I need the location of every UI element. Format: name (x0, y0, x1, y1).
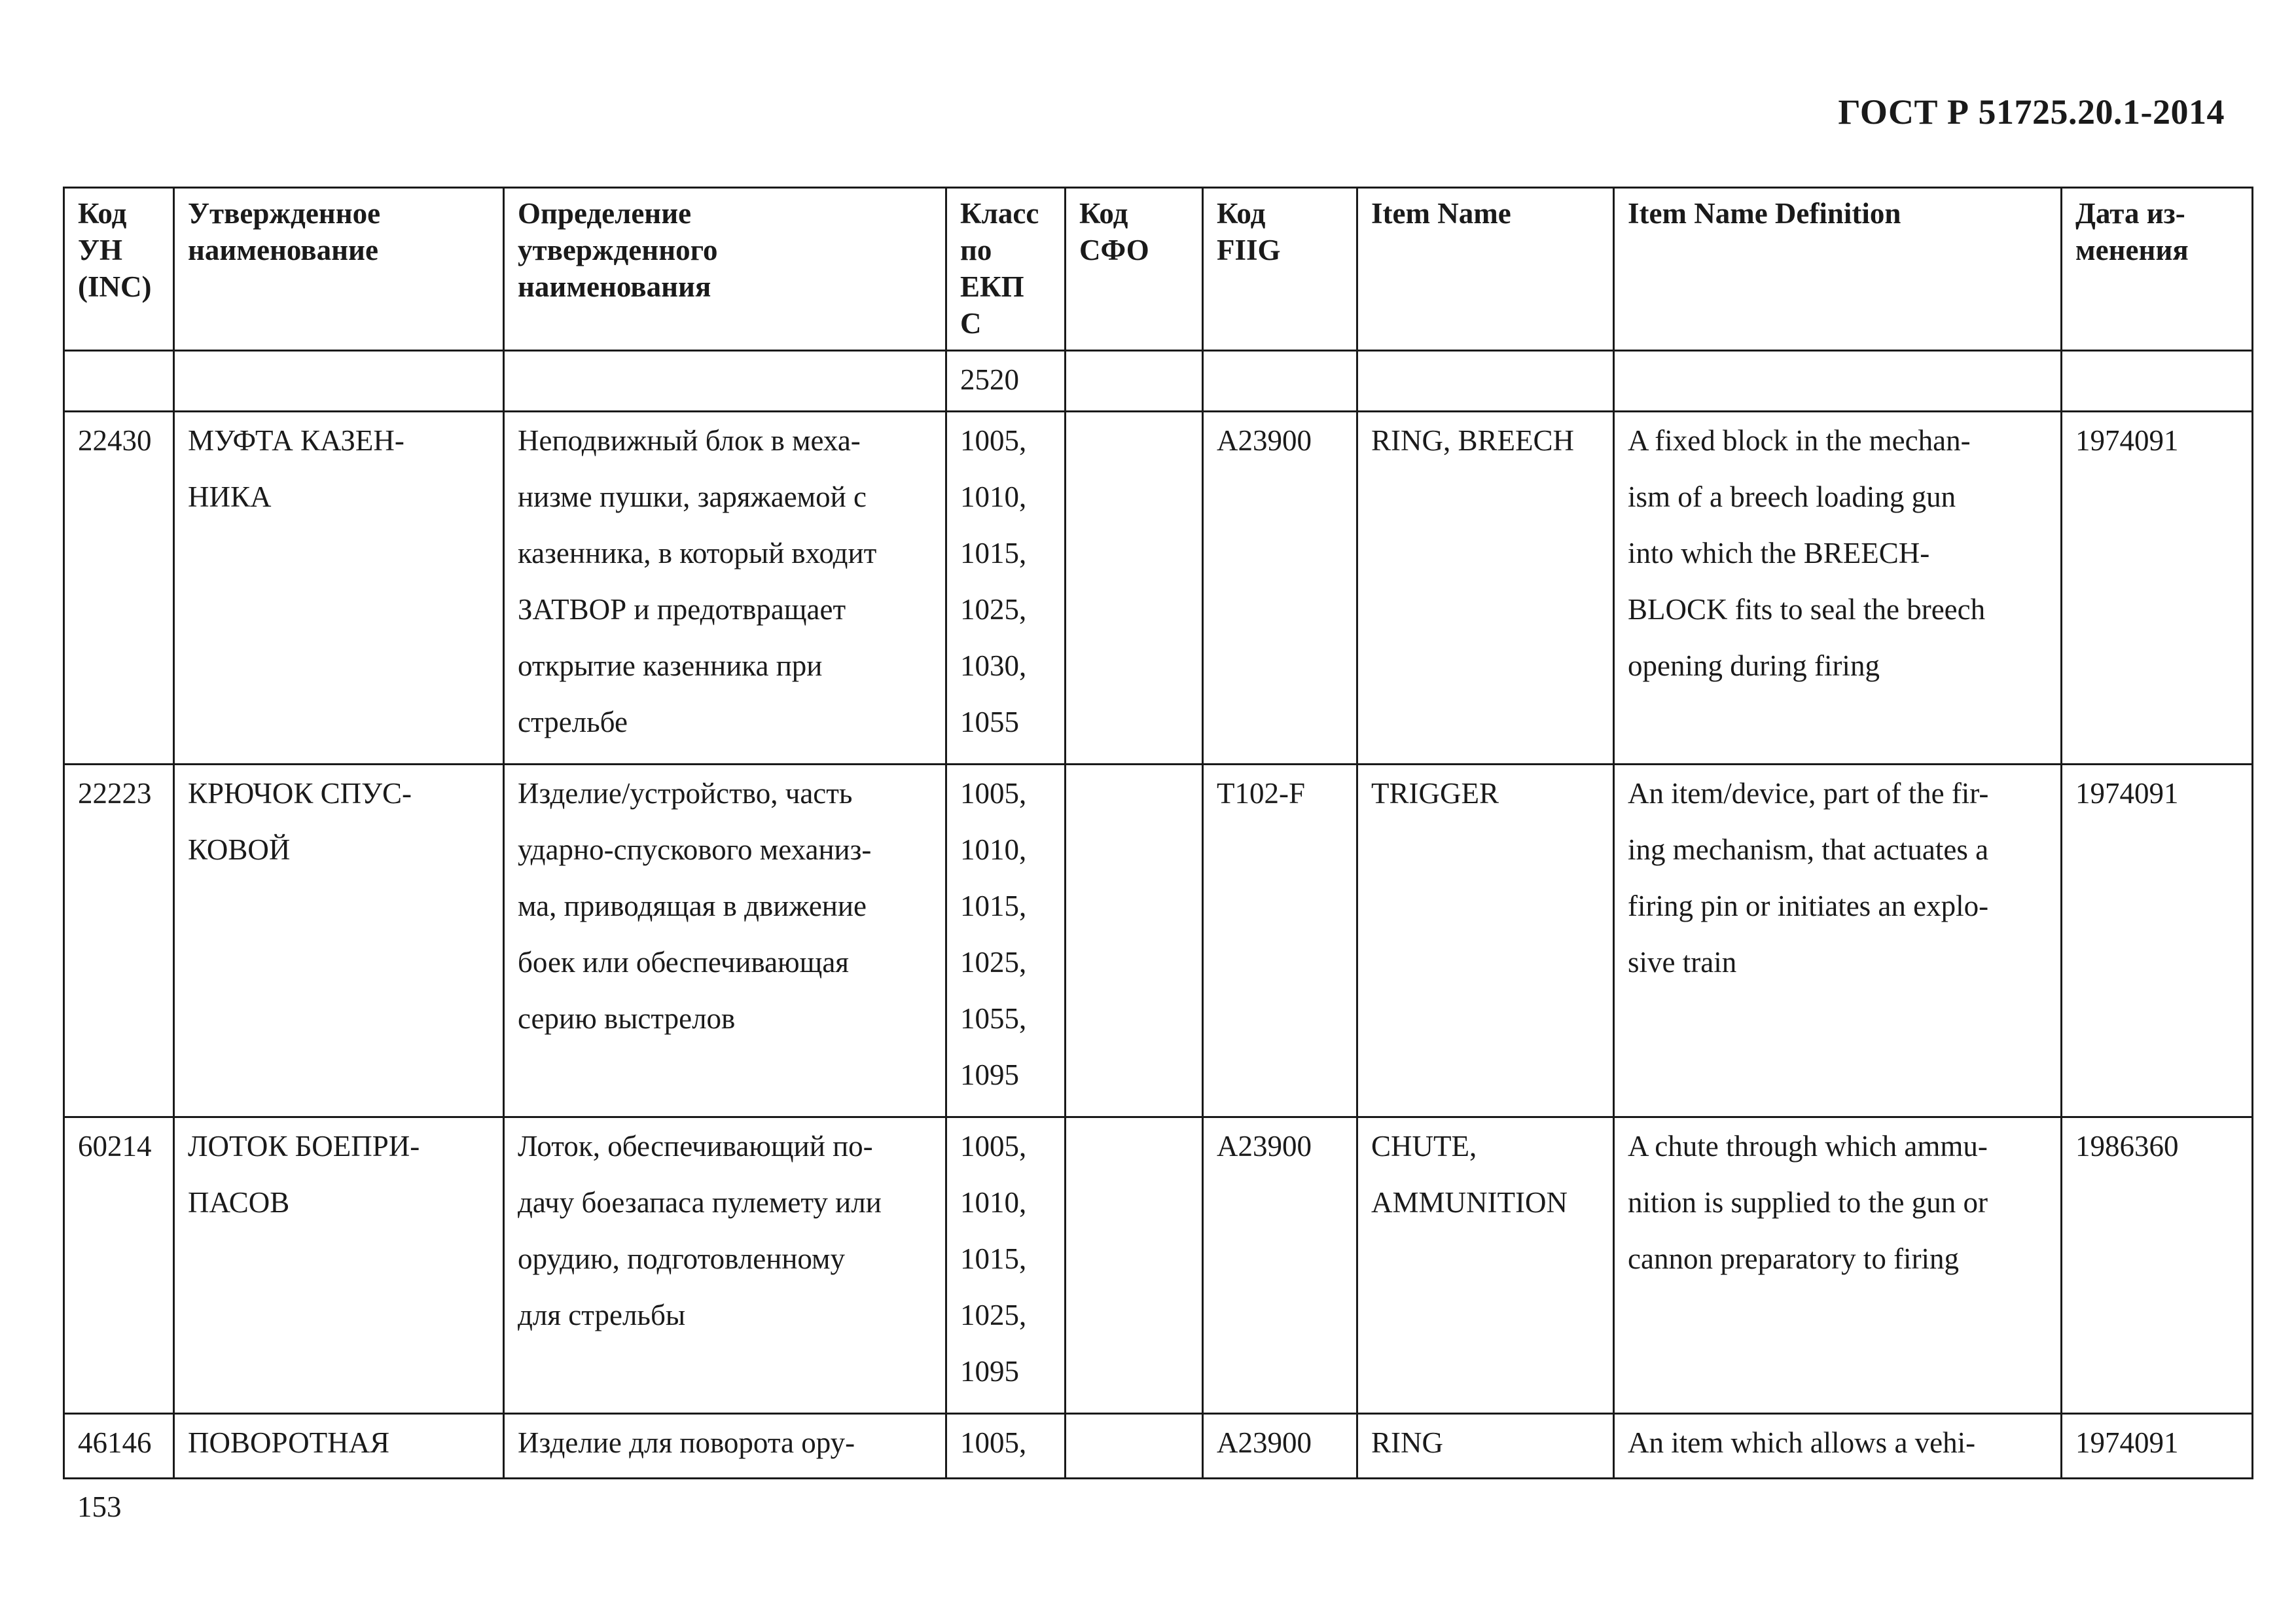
table-header-row (64, 188, 2253, 351)
cell-sfo (1066, 412, 1203, 765)
cell-inc: 60214 (64, 1117, 174, 1414)
cell-date (2062, 351, 2253, 412)
cell-definition: Изделие/устройство, часть ударно-спускового механиз- ма, приводящая в движение боек или обеспечивающая серию выстрелов (504, 765, 946, 1117)
cell-item-name (1357, 351, 1614, 412)
cell-item-name: RING (1357, 1414, 1614, 1479)
cell-sfo (1066, 1414, 1203, 1479)
cell-inc: 22223 (64, 765, 174, 1117)
cell-date: 1986360 (2062, 1117, 2253, 1414)
cell-inc: 22430 (64, 412, 174, 765)
table-row-carryover (64, 351, 2253, 412)
cell-item-name-definition (1614, 351, 2062, 412)
cell-fiig: A23900 (1203, 1117, 1357, 1414)
cell-item-name-definition: A fixed block in the mechan- ism of a breech loading gun into which the BREECH- BLOCK fits to seal the breech opening during firing (1614, 412, 2062, 765)
page-number: 153 (77, 1490, 122, 1523)
cell-fiig: A23900 (1203, 412, 1357, 765)
cell-item-name-definition: An item which allows a vehi- (1614, 1414, 2062, 1479)
cell-approved-name: ЛОТОК БОЕПРИ- ПАСОВ (174, 1117, 504, 1414)
document-header: ГОСТ Р 51725.20.1-2014 (1838, 92, 2225, 132)
cell-definition: Изделие для поворота ору- (504, 1414, 946, 1479)
header-item-name: Item Name (1357, 188, 1614, 351)
header-approved-name: Утвержденное наименование (174, 188, 504, 351)
header-class: Класс по ЕКП С (946, 188, 1066, 351)
header-inc: Код УН (INC) (64, 188, 174, 351)
cell-approved-name (174, 351, 504, 412)
cell-sfo (1066, 1117, 1203, 1414)
cell-item-name: CHUTE, AMMUNITION (1357, 1117, 1614, 1414)
header-sfo: Код СФО (1066, 188, 1203, 351)
cell-class: 1005, 1010, 1015, 1025, 1055, 1095 (946, 765, 1066, 1117)
cell-definition: Неподвижный блок в меха- низме пушки, заряжаемой с казенника, в который входит ЗАТВОР и предотвращает открытие казенника при стрельбе (504, 412, 946, 765)
cell-date: 1974091 (2062, 1414, 2253, 1479)
table-row (64, 1117, 2253, 1414)
header-definition: Определение утвержденного наименования (504, 188, 946, 351)
header-date: Дата из- менения (2062, 188, 2253, 351)
table-row (64, 412, 2253, 765)
cell-inc: 46146 (64, 1414, 174, 1479)
cell-sfo (1066, 351, 1203, 412)
cell-item-name-definition: An item/device, part of the fir- ing mechanism, that actuates a firing pin or initiates an explo- sive train (1614, 765, 2062, 1117)
table-row (64, 765, 2253, 1117)
catalog-table (63, 187, 2253, 1479)
cell-fiig: T102-F (1203, 765, 1357, 1117)
cell-approved-name: ПОВОРОТНАЯ (174, 1414, 504, 1479)
table-row (64, 1414, 2253, 1479)
cell-class: 2520 (946, 351, 1066, 412)
cell-definition (504, 351, 946, 412)
cell-class: 1005, 1010, 1015, 1025, 1030, 1055 (946, 412, 1066, 765)
cell-item-name: TRIGGER (1357, 765, 1614, 1117)
cell-inc (64, 351, 174, 412)
cell-approved-name: КРЮЧОК СПУС- КОВОЙ (174, 765, 504, 1117)
cell-item-name: RING, BREECH (1357, 412, 1614, 765)
cell-fiig (1203, 351, 1357, 412)
cell-class: 1005, 1010, 1015, 1025, 1095 (946, 1117, 1066, 1414)
cell-definition: Лоток, обеспечивающий по- дачу боезапаса пулемету или орудию, подготовленному для стрельбы (504, 1117, 946, 1414)
cell-fiig: A23900 (1203, 1414, 1357, 1479)
cell-date: 1974091 (2062, 765, 2253, 1117)
cell-approved-name: МУФТА КАЗЕН- НИКА (174, 412, 504, 765)
cell-class: 1005, (946, 1414, 1066, 1479)
header-fiig: Код FIIG (1203, 188, 1357, 351)
cell-sfo (1066, 765, 1203, 1117)
cell-item-name-definition: A chute through which ammu- nition is supplied to the gun or cannon preparatory to firing (1614, 1117, 2062, 1414)
header-item-name-definition: Item Name Definition (1614, 188, 2062, 351)
cell-date: 1974091 (2062, 412, 2253, 765)
